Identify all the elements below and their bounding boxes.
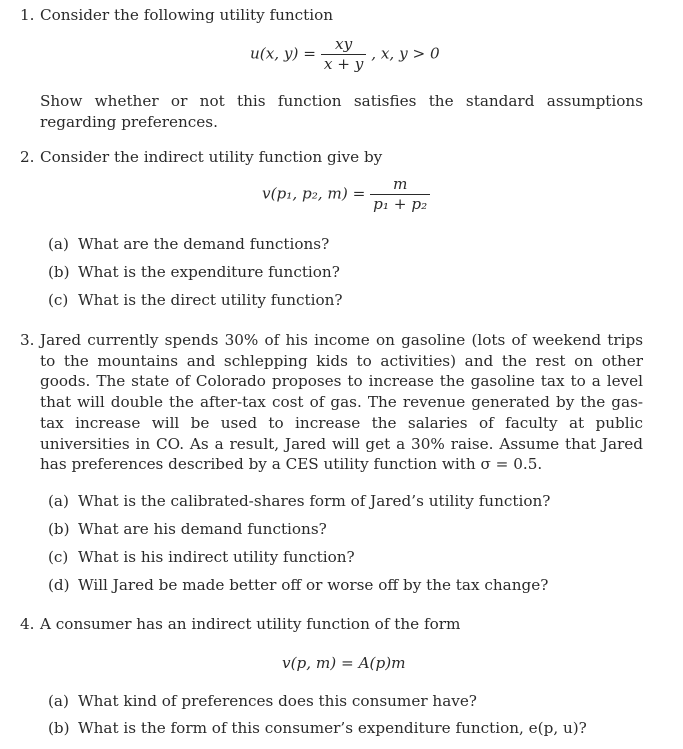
fraction-numerator: xy [321,36,367,55]
part-label: (a) [48,492,69,510]
fraction-denominator: x + y [323,55,364,73]
part-text: What is his indirect utility function? [78,548,355,566]
problem-3-number: 3. [20,331,35,349]
part-text: What are the demand functions? [78,235,330,253]
problem-2-part-c [48,290,343,311]
part-label: (a) [48,235,69,253]
problem-3-part-c [48,547,355,568]
part-label: (c) [48,291,69,309]
problem-3-part-a [48,491,550,512]
problem-1-number: 1. [20,6,35,24]
problem-1-followup: Show whether or not this function satisfies the standard assumptions regarding preferences. [40,92,643,131]
equation-fraction [370,176,430,213]
part-label: (b) [48,719,70,737]
part-text: Will Jared be made better off or worse off by the tax change? [78,576,549,594]
part-text: What is the form of this consumer’s expenditure function, e(p, u)? [78,719,587,737]
part-label: (b) [48,263,70,281]
problem-3-part-b [48,519,327,540]
problem-4-part-b [48,718,587,739]
problem-1-text: Consider the following utility function [40,6,334,24]
part-text: What kind of preferences does this consumer have? [78,692,477,710]
problem-2-equation [262,176,430,213]
part-label: (d) [48,576,70,594]
equation-condition: , x, y > 0 [371,44,440,63]
fraction-numerator: m [370,176,430,195]
problem-2-part-b [48,262,340,283]
problem-4-text: A consumer has an indirect utility function of the form [40,615,461,633]
part-label: (a) [48,692,69,710]
problem-1-equation [250,36,440,73]
problem-2-text: Consider the indirect utility function give by [40,148,383,166]
problem-3-part-d [48,575,548,596]
problem-4-part-a [48,691,477,712]
problem-2-number: 2. [20,148,35,166]
part-text: What is the direct utility function? [78,291,343,309]
problem-2-part-a [48,234,329,255]
problem-4-number: 4. [20,615,35,633]
part-text: What is the calibrated-shares form of Jared’s utility function? [78,492,551,510]
equation-lhs: u(x, y) = [250,44,316,63]
fraction-denominator: p₁ + p₂ [373,195,428,213]
part-text: What are his demand functions? [78,520,327,538]
part-text: What is the expenditure function? [78,263,340,281]
equation-lhs: v(p₁, p₂, m) = [262,184,366,203]
part-label: (c) [48,548,69,566]
problem-3-text: Jared currently spends 30% of his income on gasoline (lots of weekend trips to the mountains and schlepping kids to activities) and the rest on other goods. The state of Colorado proposes to increase the gasoline tax to a level that will double the after-tax cost of gas. The revenue generated by the gas-tax increase will be used to increase the salaries of faculty at public universities in CO. As a result, Jared will get a 30% raise. Assume that Jared has preferences described by a CES utility function with σ = 0.5. [40,331,643,474]
part-label: (b) [48,520,70,538]
problem-4-equation: v(p, m) = A(p)m [282,654,406,672]
equation-fraction [321,36,367,73]
